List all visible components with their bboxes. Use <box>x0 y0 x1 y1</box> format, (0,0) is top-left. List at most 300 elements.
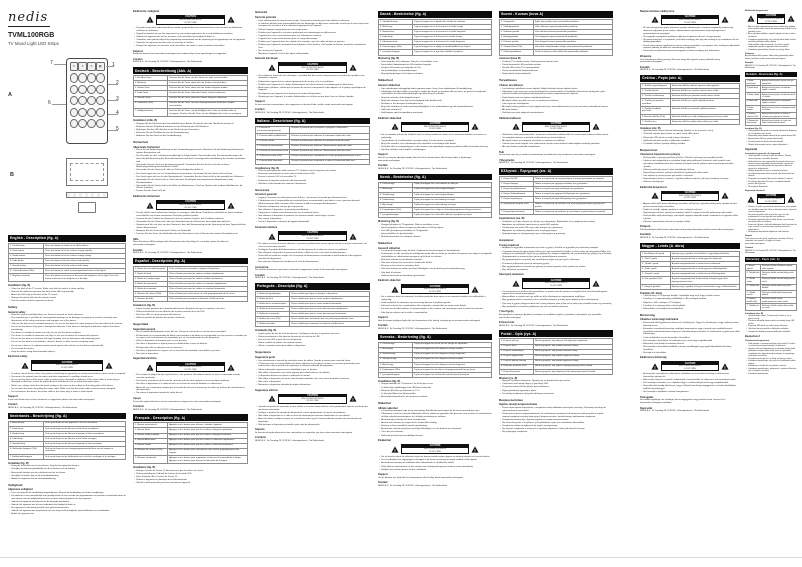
caution-line-2: DO NOT OPEN <box>684 367 696 370</box>
electrical-safety-item: • Ikke flytt på enheten ved å trekke i strømkabelen. <box>381 312 492 315</box>
installation-item: • Reinigen Sie die Rückseite des Fernsehbildschirms. Achten Sie darauf, dass die Oberfläche trocken ist. <box>136 123 248 126</box>
svg-text:!: ! <box>474 125 477 131</box>
brand-block <box>8 8 126 46</box>
safety-heading: Säkerhet <box>378 400 392 405</box>
electrical-safety-list <box>255 75 370 99</box>
general-safety-item: • Lea el manual detenidamente antes del uso. Conserve el manual en caso de futura necesidad. <box>136 331 248 334</box>
installation-item: • Verwijder het plastic lipje uit de afstandsbediening. <box>11 475 126 478</box>
general-safety-item: • Citiți manualul cu atenție înainte de utilizare. Păstrați manualul pentru consultări ulterioare. <box>748 155 797 160</box>
caution-line-2: DO NOT OPEN <box>306 69 319 72</box>
electrical-safety-item: • Do not move the device by pulling the mains cable. Make sure that the mains cable cannot become entangled. <box>11 388 126 391</box>
electrical-safety-list <box>640 373 740 394</box>
caution-title: CAUTION <box>523 279 590 282</box>
support-heading: Tuki <box>499 150 505 154</box>
button-name-cell: 7. Helligkeitstasten <box>134 109 168 117</box>
svg-text:!: ! <box>270 234 273 240</box>
general-safety-item: • Använd inte enheten om någon del är skadad eller felaktig. <box>381 422 492 425</box>
button-description-cell: Appuyez sur le bouton pour que les couleurs changent lentement. <box>168 433 248 438</box>
installation-item: • Bevestig de ledstrip aan de achterkant van het tv-scherm. <box>11 472 126 475</box>
button-name-cell: 4. Κουμπί ξεθωριάσματος <box>500 192 534 197</box>
button-name-cell: 7. Tlačítka jasu <box>641 119 671 124</box>
button-description-cell: Trykk på knappen for å øke eller redusere lysstyrken på lyset. <box>412 213 491 218</box>
installation-item: • Fjern beskyttelsen delvis fra tapen på baksiden av LED-lysstripen. <box>381 227 492 230</box>
button-description-cell: Naciśnij przycisk, aby szybko zmieniać kolory. <box>533 344 612 349</box>
button-description-cell: Naciśnij przycisk, aby powoli zmieniać kolory. <box>533 349 612 354</box>
installation-item: • Fixez la bande LED à l'arrière de l'écran TV. <box>136 476 248 479</box>
electrical-safety-list <box>378 134 492 152</box>
general-safety-item: • Toto zařízení je určeno pouze pro použití v místnosti. <box>643 175 740 178</box>
general-safety-item: • N'utilisez pas l'appareil dans des endroits très humides, ainsi les salles de bains et piscines. <box>258 41 370 44</box>
electrical-safety-item: • Non spostare il dispositivo tirandolo per il cavo di alimentazione. <box>258 261 370 264</box>
button-description-cell: Stlačením tlačidla budú farby rýchlo blednúť. <box>761 284 797 291</box>
general-safety-item: • N'utilisez pas l'appareil si une pièce quelconque est endommagée ou défectueuse. <box>258 32 370 35</box>
general-safety-item: • A készülék csak beltéri használatra készült. <box>643 343 740 346</box>
button-name-cell: 3. Strobe-knap <box>379 30 413 35</box>
general-safety-item: • Älä peitä laitetta. <box>502 109 613 112</box>
support-heading: Support <box>378 473 388 477</box>
button-name-cell: 5. Mjuk knapp <box>379 362 413 367</box>
general-safety-list <box>133 331 248 355</box>
remote-button-row <box>70 108 105 117</box>
caution-title: CAUTION <box>402 445 469 448</box>
general-safety-heading: Generell sikkerhet <box>378 246 401 250</box>
installation-item: • Attach the LED strip to the back of the TV screen. <box>11 294 126 297</box>
svg-text:!: ! <box>514 281 517 287</box>
button-description-cell: Naciśnij przycisk, aby szybko wygaszać kolory. <box>533 354 612 359</box>
support-heading: Υποστήριξη <box>499 310 514 314</box>
caution-line-1: RISK OF ELECTRIC SHOCK <box>678 18 702 21</box>
support-text: Ak potrebujete ďalšiu pomoc alebo máte pripomienky alebo návrhy, navštívte stránku www.nedis.com/support <box>745 55 794 60</box>
caution-warning-box <box>146 200 236 210</box>
warning-triangle-icon <box>592 280 600 287</box>
language-section-nl <box>8 413 126 516</box>
button-name-cell: 6. Farebné tlačidlá (24x) <box>746 297 761 304</box>
contact-heading: Contact <box>255 108 265 112</box>
svg-text:!: ! <box>724 18 726 24</box>
installation-heading: Installation (fig. B) <box>378 379 401 383</box>
button-name-cell: 6. Kolorowe przyciski (24x) <box>500 364 534 369</box>
description-table <box>8 421 126 460</box>
remote-button-row <box>70 85 105 94</box>
table-row <box>746 297 797 304</box>
button-name-cell: 7. Ljusstyrkeknappar <box>379 372 413 377</box>
general-safety-item: • Μη χρησιμοποιείτε τη συσκευή εάν οποιοδήποτε τμήμα της έχει ζημιά ή ελάττωμα. <box>502 259 613 262</box>
caution-warning-box <box>268 394 358 404</box>
language-section-pl <box>640 10 740 72</box>
table-row <box>500 202 613 210</box>
button-name-cell: 3. Κουμπί στροβοσκόπιου <box>500 187 534 192</box>
general-safety-item: • Zariadenie neprikrývajte. <box>748 373 797 375</box>
table-row <box>256 322 370 327</box>
caution-warning-box <box>651 361 729 371</box>
button-name-cell: 1. Bouton marche/arrêt <box>134 423 168 428</box>
button-name-cell: 2. Przycisk flash <box>500 344 534 349</box>
electrical-safety-item: • Nie wolno korzystać z urządzenia, jeśli kabel zasilający lub wtyczka zasilająca są uszkodzone lub nie działają poprawnie. <box>643 39 740 45</box>
general-safety-item: • The device is suitable for domestic use only. Do not use the device for commercial purposes. <box>11 335 126 338</box>
general-safety-item: • N'utilisez pas l'appareil à proximité d'une baignoire, d'une douche, d'un lavabo ou d'autres récipients contenant de l'eau. <box>258 44 370 50</box>
general-safety-item: • Read the manual carefully before use. Keep the manual for future reference. <box>11 314 126 317</box>
general-safety-list <box>8 492 126 516</box>
general-safety-item: • Only use the device for its intended purposes. Do not use the device for other purposes than described in the manual. <box>11 323 126 326</box>
button-description-cell: Appuyez sur le bouton pour que les couleurs changent rapidement. <box>168 428 248 433</box>
general-safety-heading: Allgemeine Sicherheit <box>133 145 160 149</box>
button-description-cell: Tryck på knappen för att slå på och stänga av apparaten. <box>412 342 491 347</box>
electrical-safety-item: • Do not use the device if the mains cable or mains plug is damaged or defective. If the mains cable or mains plug is damaged or defective, it must be replaced by the manufacturer or an authorised repair agent. <box>11 379 126 385</box>
safety-heading: Safety <box>8 304 18 309</box>
warning-triangle-icon <box>268 64 276 71</box>
caution-line-2: DO NOT OPEN <box>429 450 441 453</box>
warning-triangle-icon <box>471 446 479 453</box>
installation-item: • Rögzítse a LED szalagot a TV hátuljára. <box>643 302 740 305</box>
contact-address: NEDIS B.V., De Tweeling 28, 5215 MC 's-Hertogenbosch, The Netherlands <box>133 252 202 255</box>
general-safety-item: • Non utilizzare il dispositivo in posizioni con elevata umidità, come bagni e piscine. <box>258 215 370 218</box>
caution-line-2: DO NOT OPEN <box>550 285 562 288</box>
button-name-cell: 2. Κουμπί λάμψης <box>500 182 534 187</box>
table-row <box>134 101 248 109</box>
button-description-cell: Tryk på knappen for at få farverne til at skifte langsomt. <box>412 30 491 35</box>
support-text: Breng een bezoek aan www.nedis.com/support voor verdere hulp of voor opmerkingen en suggesties. <box>133 53 227 56</box>
caution-title: CAUTION <box>157 16 225 19</box>
contact-address: NEDIS B.V., De Tweeling 28, 5215 MC 's-Hertogenbosch, The Netherlands <box>499 324 568 327</box>
general-safety-item: • Tenere il dispositivo a distanza da oggetti infiammabili. <box>258 221 370 224</box>
description-table <box>745 79 797 126</box>
general-safety-item: • Hold enheten borte fra brennbare gjenstander. <box>381 275 492 278</box>
electrical-safety-item: • Koppel het product los van het stopcontact en van andere apparatuur als er zich problemen voordoen. <box>136 33 248 36</box>
caution-warning-box <box>747 14 795 24</box>
table-row <box>379 372 492 377</box>
installation-item: • Rengjør baksiden av TV-apparatet. Sikre at overflaten er tørr. <box>381 224 492 227</box>
general-safety-item: • Ikke bruk enheten hvis noen del er skadet eller defekt. <box>381 262 492 265</box>
support-text: Hvis du har brug for yderligere hjælp, eller hvis du har kommentarer eller forslag, beder vi dig besøge www.nedis.com/support <box>378 157 471 162</box>
button-name-cell: 5. Botão de suavização <box>256 312 290 317</box>
general-safety-list <box>499 407 613 434</box>
button-description-cell: A gomb megnyomásával a színek gyorsan változnak. <box>670 256 739 261</box>
electrical-safety-item: • Ne használja a terméket, ha a tápkábel vagy a csatlakozódugó sérült vagy meghibásodott. <box>643 382 740 385</box>
support-heading: Support <box>133 49 143 53</box>
table-row <box>256 159 370 164</box>
electrical-safety-heading: Elektrische Sicherheit <box>133 195 160 198</box>
warning-triangle-icon <box>227 364 235 371</box>
general-safety-heading: Γενική ασφάλεια <box>499 243 520 247</box>
support-heading: Hilfe <box>133 237 139 241</box>
button-name-cell: 6. Boutons de couleurs (24x) <box>134 448 168 456</box>
general-safety-item: • Der Hersteller ist nicht schadensersatzpflichtig für Folgeschäden, Sachschäden oder Personenverletzungen, die durch die Nichtbeachtung der Sicherheitshinweise und durch unsachgemäße Handhabung des Gerätes entstanden sind. <box>136 155 248 163</box>
installation-item: • Částečně sejměte lepicí pásku ze zadní strany LED pásku. <box>643 133 740 136</box>
electrical-safety-item: • Não desloque o dispositivo puxando-o pelo cabo de alimentação. <box>258 424 370 427</box>
electrical-safety-item: • W celu zmniejszenia ryzyka porażenia prądem elektrycznym, niniejsze urządzenie powinno być otwierane wyłącznie przez osobę z odpowiednimi uprawnieniami, kiedy wymagane jest przeprowadzenie przeglądu. <box>643 27 740 35</box>
general-safety-item: • Gebruik het apparaat uitsluitend voor de beoogde doeleinden. <box>11 501 126 504</box>
general-safety-item: • Enheden er kun beregnet til indendørs brug. <box>381 103 492 106</box>
table-row <box>256 126 370 134</box>
general-safety-item: • Nie przykrywaj urządzenia. <box>502 431 613 434</box>
caution-title: CAUTION <box>758 15 784 18</box>
installation-heading: Montering (fig. B) <box>378 57 400 61</box>
button-name-cell: 4. Fade button <box>9 259 44 264</box>
button-description-cell: Πιέστε το κουμπί για γρήγορο ξεθώριασμα των χρωμάτων. <box>533 192 612 197</box>
button-name-cell: 5. Pulsante di attenuazione lenta <box>257 150 289 153</box>
electrical-safety-heading: Elsäkerhet <box>378 439 391 443</box>
installation-item: • Vytiahnite plastový prúžok z diaľkového ovládača. <box>748 328 797 330</box>
button-description-cell: Prima o botão para ligar ou desligar o dispositivo. <box>290 292 370 297</box>
button-name-cell: 1. Ein-/Aus-Taste <box>134 76 168 81</box>
remote-control-button: S <box>87 62 96 71</box>
general-safety-item: • Het apparaat is uitsluitend geschikt voor gebruik binnenshuis. <box>11 507 126 510</box>
caution-line-1: RISK OF ELECTRIC SHOCK <box>544 125 568 128</box>
caution-title: CAUTION <box>157 201 225 204</box>
general-safety-item: • Do not use the device in locations with high humidity, such as bathrooms and swimming pools. <box>11 338 126 341</box>
general-safety-heading: Istruzioni generali <box>255 193 277 197</box>
button-name-cell: 6. Gekleurde knoppen (24x) <box>9 447 44 455</box>
electrical-safety-heading: Elektrisk sikkerhet <box>378 279 401 283</box>
caution-line-2: DO NOT OPEN <box>429 128 441 131</box>
installation-item: • Poista muovikieleke kaukosäätimestä. <box>502 70 613 73</box>
description-table <box>499 176 613 215</box>
table-row <box>746 277 797 284</box>
caution-title: CAUTION <box>662 362 718 365</box>
button-description-cell: Stiskněte tlačítko pro rychlé vyblednutí barev. <box>670 99 739 107</box>
language-header-bar: Nederlands - Beschrijving (fig. A) <box>8 413 126 420</box>
general-safety-item: • Gebruik het apparaat niet als een onderdeel beschadigd of defect is. <box>11 504 126 507</box>
caution-warning-box <box>391 284 480 294</box>
general-safety-item: • Lees voor gebruik de handleiding zorgvuldig door. Bewaar de handleiding voor latere raadpleging. <box>11 492 126 495</box>
general-safety-item: • Les bruksanvisningen nøye før bruk. Oppbevar bruksanvisningen for fremtidig bruk. <box>381 250 492 253</box>
button-description-cell: Prima o botão para que as cores mudem rapidamente. <box>290 297 370 302</box>
electrical-safety-item: • Verwenden Sie das Gerät nicht, falls das Netzkabel oder der Netzstecker beschädigt oder defekt ist. <box>136 221 248 224</box>
svg-text:!: ! <box>474 447 477 453</box>
caution-line-2: DO NOT OPEN <box>306 400 319 403</box>
button-description-cell: Appuyez sur le bouton pour que les couleurs s'atténuent rapidement. <box>168 438 248 443</box>
electrical-safety-item: • Nu deplasați dispozitivul trăgând de cablul electric. <box>748 231 797 233</box>
general-safety-item: • Producent nie ponosi odpowiedzialności za uszkodzenia urządzenia lub obrażenia osób powstałe w wyniku nieprzestrzegania instrukcji dotyczących bezpieczeństwa i niewłaściwego użytkowania urządzenia. <box>502 413 613 419</box>
electrical-safety-heading: Elektrisk sikkerhed <box>378 116 402 120</box>
support-heading: Podpora <box>640 225 651 229</box>
manual-column-7 <box>745 8 797 377</box>
caution-warning-box <box>512 122 601 132</box>
electrical-safety-heading: Siguranță electrică <box>745 190 765 193</box>
caution-label-box <box>278 231 348 241</box>
installation-item: • Fjern plastikfligen fra fjernbetjeningen. <box>381 70 492 73</box>
svg-text:!: ! <box>148 365 151 371</box>
table-row <box>500 369 613 374</box>
button-description-cell: A gomb megnyomásával a színek lassan változnak. <box>670 261 739 266</box>
table-row <box>746 93 797 100</box>
warning-triangle-icon <box>268 395 276 402</box>
button-name-cell: 4. Häivytyspainike <box>500 35 534 40</box>
electrical-safety-item: • Pentru a se reduce pericolul de electrocutare, acest produs va fi desfăcut numai de către un tehnician avizat, când este necesară depanarea. <box>748 206 797 213</box>
svg-text:!: ! <box>393 447 396 453</box>
general-safety-item: • Nie wolno korzystać z urządzenia, jeśli jakakolwiek część jest uszkodzona lub wadliwa. <box>502 422 613 425</box>
general-safety-item: • Verwenden Sie das Gerät nicht, falls ein Teil beschädigt oder defekt ist. <box>136 169 248 172</box>
caution-line-2: DO NOT OPEN <box>550 128 562 131</box>
general-safety-item: • Zariadenie je vhodné len na použitie v interiéri. <box>748 365 797 367</box>
button-description-cell: Tryck på knappen för att få färgerna att tona snabbt. <box>412 357 491 362</box>
button-description-cell: Värit vaihtuvat hitaasti painamalla painiketta. <box>533 30 612 35</box>
button-description-cell: Trykk på knappen for å velge en forhåndsprogrammert farge på lysene. <box>412 208 491 213</box>
installation-item: • Tisztítsa meg a TV képernyő hátulját. Győződjön meg arról, hogy a felület száraz. <box>643 295 740 298</box>
support-text: Εάν χρειάζεστε περαιτέρω βοήθεια ή επιθυμείτε να υποβάλετε σχόλια ή προτάσεις, επισκεφθείτε την ιστοσελίδα www.nedis.com/support <box>499 313 602 319</box>
general-safety-item: • Verwenden Sie das Gerät nicht an Orten mit hoher Feuchtigkeit wie beispielsweise Badezimmern oder Schwimmbädern. <box>136 179 248 185</box>
installation-item: • Do obsługi urządzenia służy pilot zdalnego sterowania. <box>502 393 613 396</box>
installation-heading: Instalação (fig. B) <box>255 329 277 333</box>
svg-text:!: ! <box>148 18 151 24</box>
electrical-safety-item: • Älä siirrä laitetta vetämällä virtajohdosta. <box>502 146 613 149</box>
button-name-cell: 3. Tlačítko stroboskopu <box>641 94 671 99</box>
installation-item: • Pulire la parte posteriore dello schermo TV. Verificare che la superficie sia asciutta. <box>258 170 370 173</box>
electrical-safety-heading: Segurança elétrica <box>255 388 278 392</box>
button-description-cell: Druk op de knop om een voorgeprogrammeerde kleur van de lampen te selecteren. <box>44 447 126 455</box>
general-safety-item: • No cubra el dispositivo. <box>136 353 248 356</box>
installation-item: • Fjern delvist klæbebåndet fra LED-strimlens bagside. <box>381 64 492 67</box>
general-safety-heading: Ogólne zasady bezpieczeństwa <box>499 403 537 407</box>
caution-line-1: RISK OF ELECTRIC SHOCK <box>423 125 447 128</box>
button-description-cell: Tryck på knappen för att få färgerna att byta långsamt. <box>412 352 491 357</box>
contact-heading: Contact <box>745 246 754 249</box>
manual-column-4 <box>378 8 492 489</box>
general-safety-item: • Älä käytä laitetta paikoissa, kuten kylpyhuoneissa ja uima-allashuoneissa, joissa on korkea suhteellinen kosteus. <box>502 106 613 109</box>
installation-item: • Τοποθετήστε την ταινία LED στην πίσω πλευρά της τηλεόρασης. <box>502 227 613 230</box>
contact-heading: Kontakt <box>640 65 650 69</box>
table-row <box>379 213 492 218</box>
button-name-cell: 4. Fade-knop <box>9 436 44 441</box>
general-safety-heading: Algemene veiligheid <box>8 488 33 492</box>
table-row <box>9 274 126 282</box>
button-name-cell: 3. Tlačidlo strobe <box>746 277 761 284</box>
contact-address: NEDIS B.V., De Tweeling 28, 5215 MC 's-Hertogenbosch, The Netherlands <box>640 237 709 240</box>
button-description-cell: Pulse el botón para encender o apagar el dispositivo. <box>168 266 248 271</box>
general-safety-heading: Všeobecná bezpečnosť <box>745 340 770 343</box>
warning-triangle-icon <box>747 196 755 203</box>
svg-text:!: ! <box>654 194 656 200</box>
button-description-cell: Appuyez sur le bouton pour que les couleurs s'atténuent lentement. <box>168 443 248 448</box>
button-description-cell: Press the button to let the colours fade quickly. <box>44 259 126 264</box>
support-text: Si necesita ayuda adicional o si tiene comentarios o sugerencias, visite www.nedis.com/support <box>133 400 221 403</box>
electrical-safety-item: • Förflytta inte enheten genom att dra i nätkabeln. <box>381 469 492 472</box>
support-text: Si vous avez des commentaires, des suggestions ou besoin d'aide, veuillez visiter www.nedis.com/support <box>255 103 353 106</box>
electrical-safety-list <box>8 373 126 394</box>
general-safety-item: • The device is suitable for indoor use only. Do not use the device outdoors. <box>11 332 126 335</box>
installation-item: • Fixe a tira de LED à parte de trás do televisor. <box>258 339 370 342</box>
general-safety-item: • Výrobce není zodpovědný za následné škody nebo poškození vlastnictví nebo zranění osob způsobené nedodržováním zde uvedených bezpečnostních pokynů nebo nesprávným použitím výrobku. <box>643 160 740 168</box>
remote-colour-button <box>70 119 79 128</box>
support-text: Dacă aveți nevoie de ajutor suplimentar sau doriți să faceți comentarii sau sugestii, vă rugăm să vizitați www.nedis.com/support <box>745 237 793 245</box>
general-safety-item: • Nie używać urządzenia w miejscach o wysokiej wilgotności, takich jak łazienki i baseny. <box>502 428 613 431</box>
warning-triangle-icon <box>721 16 729 23</box>
button-description-cell: Värit häipyvät nopeasti painamalla painiketta. <box>533 35 612 40</box>
electrical-safety-item: • Zariadenie nepoužívajte, ak je sieťový kábel alebo sieťová zástrčka poškodená alebo chybná. <box>748 39 797 44</box>
electrical-safety-item: • Nu utilizați dispozitivul dacă cablul electric sau ștecherul sunt deteriorate sau defecte. <box>748 219 797 224</box>
button-name-cell: 5. Udtonings-knap <box>379 40 413 45</box>
table-row <box>9 454 126 459</box>
button-name-cell: 6. Botões de cores (24x) <box>256 317 290 322</box>
button-description-cell: Druk op de knop om de kleuren snel te laten veranderen. <box>44 426 126 431</box>
callout-5: 5 <box>116 126 119 132</box>
general-safety-item: • Verwenden Sie das Gerät nur bestimmungsgemäß. Verwenden Sie das Gerät nur für den in dieser Bedienungsanleitung beschriebenen Zweck. <box>136 164 248 170</box>
button-description-cell: Tryk på knappen for at få farverne til at fade langsomt. <box>412 40 491 45</box>
electrical-safety-item: • Quando necessitar de reparação e para reduzir o risco de choque elétrico, este produto deve apenas ser aberto por um técnico autorizado. <box>258 406 370 412</box>
button-name-cell: 4. Fade-knap <box>379 35 413 40</box>
contact-address: NEDIS B.V., De Tweeling 28, 5215 MC 's-Hertogenbosch, The Netherlands <box>255 111 324 114</box>
button-name-cell: 4. Bouton Atténuation <box>134 438 168 443</box>
button-description-cell: Trykk på knappen for sakte falming av farger. <box>412 202 491 207</box>
general-safety-item: • Nu acoperiți dispozitivul. <box>748 186 797 188</box>
electrical-safety-item: • Koble produktet fra strømmen og annet utstyr dersom et problem oppstår. <box>381 302 492 305</box>
installation-heading: Εγκατάσταση (εικ. B) <box>499 217 525 221</box>
warning-triangle-icon <box>227 16 235 23</box>
warning-triangle-icon <box>146 202 154 209</box>
caution-label-box <box>757 194 785 204</box>
button-name-cell: 5. Myk knapp <box>379 202 413 207</box>
button-name-cell: 3. Botão de luz estroboscópica <box>256 302 290 307</box>
support-text: Om du behöver mer hjälp eller har kommentarer eller förslag, besök www.nedis.com/support <box>378 476 463 479</box>
general-safety-item: • Enheten er kun ment for innendørs bruk. <box>381 265 492 268</box>
installation-heading: Telepítés (B. ábra) <box>640 291 662 295</box>
button-name-cell: 5. Bouton Fondu <box>134 443 168 448</box>
installation-item: • Montera LED-listen på baksidan av TV:n. <box>381 390 492 393</box>
caution-title: CAUTION <box>279 232 347 235</box>
figure-a-remote-diagram <box>66 58 108 144</box>
electrical-safety-item: • Brug ikke enheden, hvis netledningen eller netstikket er beskadiget eller defekt. <box>381 143 492 146</box>
installation-item: • Remove the plastic tab from the remote control. <box>11 297 126 300</box>
installation-list <box>378 224 492 239</box>
button-name-cell: 7. Przyciski jasności <box>500 369 534 374</box>
language-section-fi <box>499 11 613 165</box>
button-name-cell: 1. Botón de encendido/apagado <box>134 266 168 271</box>
button-name-cell: 2. Välähdyspainike <box>500 25 534 30</box>
button-name-cell: 1. Pulsante di accensione/spegnimento <box>256 126 290 134</box>
safety-heading: Bezpieczeństwo <box>499 397 523 402</box>
callout-6: 6 <box>48 100 51 106</box>
caution-line-2: DO NOT OPEN <box>184 206 197 209</box>
support-text: Ha további segítségre van szüksége, illetve megjegyzése vagy javaslata lenne, keresse fel a www.nedis.com/support weboldalt. <box>640 399 726 405</box>
general-safety-item: • O dispositivo destina-se apenas a utilização no interior. <box>258 375 370 378</box>
warning-triangle-icon <box>391 286 399 293</box>
button-name-cell: 4. Botón de atenuación <box>134 282 168 287</box>
installation-item: • Ta delvis bort skyddstejpen från LED-listens baksida. <box>381 387 492 390</box>
button-name-cell: 7. Lysstyrkeknapper <box>379 213 413 218</box>
remote-button-row <box>70 62 105 71</box>
caution-line-1: RISK OF ELECTRIC SHOCK <box>423 288 447 291</box>
general-safety-item: • L'appareil est conçu exclusivement pour un usage domestique. <box>258 38 370 41</box>
caution-label-box <box>401 444 470 454</box>
button-description-cell: Apăsați butonul pentru a crește sau reduce luminozitatea luminii. <box>761 119 797 126</box>
button-name-cell: 6. Botones de colores (24x) <box>134 292 168 297</box>
contact-address: NEDIS B.V., De Tweeling 28, 5215 MC 's-Hertogenbosch, The Netherlands <box>745 64 796 69</box>
button-description-cell: Pulse el botón para que los colores cambien rápidamente. <box>168 272 248 277</box>
table-row <box>134 456 248 464</box>
callout-3: 3 <box>116 96 119 102</box>
button-name-cell: 2. Blink-knap <box>379 25 413 30</box>
general-safety-item: • Διαβάστε το εγχειρίδιο προσεκτικά πριν από τη χρήση. Φυλάξτε το εγχειρίδιο για μελλοντική αναφορά. <box>502 247 613 250</box>
button-name-cell: 2. Blitsknapp <box>379 187 413 192</box>
electrical-safety-item: • Ne déplacez pas l'appareil en le tirant par le cordon d'alimentation. <box>258 93 370 96</box>
button-description-cell: Tryk på knappen for at vælge en forudindstillet farve til lyset. <box>412 45 491 50</box>
svg-text:!: ! <box>108 363 110 369</box>
installation-item: • Rimuovere parzialmente il nastro adesivo dalla striscia LED. <box>258 173 370 176</box>
general-safety-heading: Segurança geral <box>255 355 275 359</box>
installation-item: • Utilizzare il telecomando per azionare il dispositivo. <box>258 183 370 186</box>
manual-column-2 <box>133 8 248 486</box>
general-safety-item: • The manufacturer is not liable for consequential damages or for damages to property or persons caused by non-observance of the safety instructions and improper use of the device. <box>11 317 126 323</box>
installation-list <box>499 61 613 76</box>
description-table <box>378 19 492 55</box>
installation-heading: Installation (Abb. B) <box>133 118 158 122</box>
language-section-no <box>378 174 492 331</box>
general-safety-heading: Všeobecné bezpečnostní pokyny <box>640 153 681 157</box>
general-safety-item: • Lesen Sie die Bedienungsanleitung vor der Verwendung genau durch. Bewahren Sie die Bedienungsanleitung für spätere Bezugnahme auf. <box>136 149 248 155</box>
caution-line-2: DO NOT OPEN <box>184 21 197 24</box>
electrical-safety-list <box>640 27 740 53</box>
language-header-bar: Español - Descripción (fig. A) <box>133 258 248 265</box>
